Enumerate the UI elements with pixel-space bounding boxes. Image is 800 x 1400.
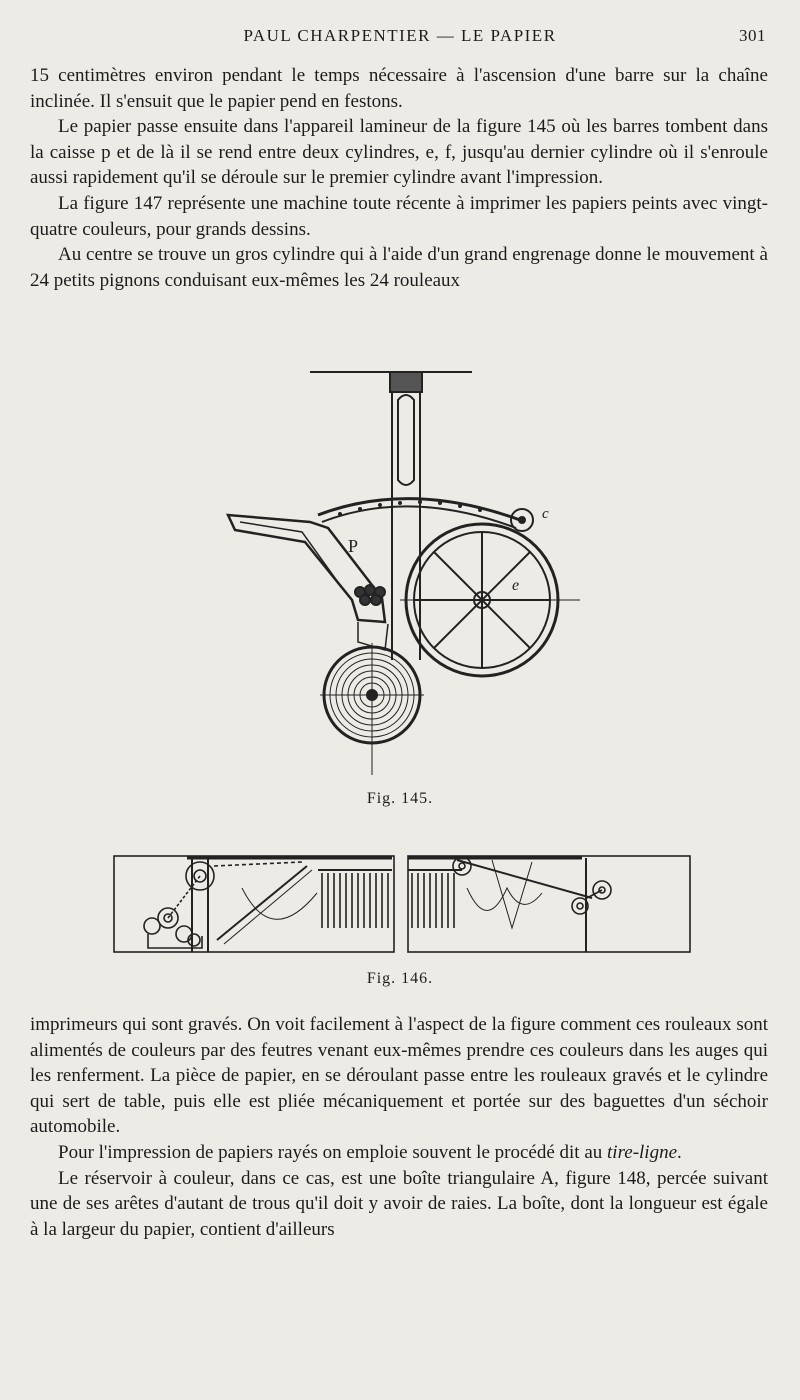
figure-145-illustration — [210, 360, 590, 790]
paragraph: La figure 147 représente une machine toute récente à imprimer les papiers peints avec vingt-quatre couleurs, pour grands dessins. — [30, 192, 768, 240]
figure-146-illustration — [112, 848, 696, 960]
label-c: c — [542, 506, 549, 522]
paper-roll — [320, 643, 424, 775]
page-number: 301 — [739, 26, 766, 45]
small-roller — [511, 509, 533, 531]
italic-term: tire-ligne — [607, 1141, 678, 1163]
paragraph-text: . — [677, 1141, 682, 1163]
festoon-rods-left — [318, 870, 392, 928]
paragraph: Au centre se trouve un gros cylindre qui à l'aide d'un grand engrenage donne le mouvement à 24 petits pignons conduisant eux-mêmes les 24 rouleaux — [30, 244, 768, 291]
label-e: e — [512, 577, 520, 594]
running-title: PAUL CHARPENTIER — LE PAPIER — [243, 26, 557, 45]
paragraph: 15 centimètres environ pendant le temps nécessaire à l'ascension d'une barre sur la chaîne inclinée. Il s'ensuit que le papier pend en festons. — [30, 65, 768, 112]
text-block-top — [30, 63, 768, 293]
text-block-bottom — [30, 1012, 768, 1242]
figure-145-caption: Fig. 145. — [366, 790, 434, 807]
spoked-wheel — [400, 524, 580, 676]
hopper — [228, 515, 385, 622]
festoon-rods-right — [408, 870, 462, 928]
paragraph — [30, 1140, 768, 1166]
paragraph: Le papier passe ensuite dans l'appareil lamineur de la figure 145 où les barres tombent dans la caisse p et de là il se rend entre deux cylindres, e, f, jusqu'au dernier cylindre où il s'enroule aussi rapidement qu'il se déroule sur le premier cylindre avant l'impression. — [30, 116, 768, 189]
paragraph-text: Pour l'impression de papiers rayés on emploie souvent le procédé dit au — [58, 1141, 608, 1163]
paragraph: Le réservoir à couleur, dans ce cas, est une boîte triangulaire A, figure 148, percée suivant une de ses arêtes d'autant de trous qu'il doit y avoir de raies. La boîte, dont la longueur est égale à la largeur du papier, contient d'ailleurs — [30, 1167, 768, 1240]
figure-146-caption: Fig. 146. — [366, 970, 434, 987]
label-p: P — [348, 536, 359, 556]
post-slot — [398, 395, 414, 485]
vertical-post — [392, 392, 420, 660]
hopper-bars — [355, 585, 385, 605]
beam-hatch — [390, 372, 422, 392]
page-header — [0, 26, 800, 54]
paragraph: imprimeurs qui sont gravés. On voit facilement à l'aspect de la figure comment ces rouleaux sont alimentés de couleurs par des feutres venant eux-mêmes prendre ces couleurs dans les auges qui les renferment. La pièce de papier, en se déroulant passe entre les rouleaux gravés et le cylindre qui sert de table, puis elle est pliée mécaniquement et portée sur des baguettes d'un séchoir automobile. — [30, 1014, 768, 1138]
left-machinery — [144, 858, 302, 952]
